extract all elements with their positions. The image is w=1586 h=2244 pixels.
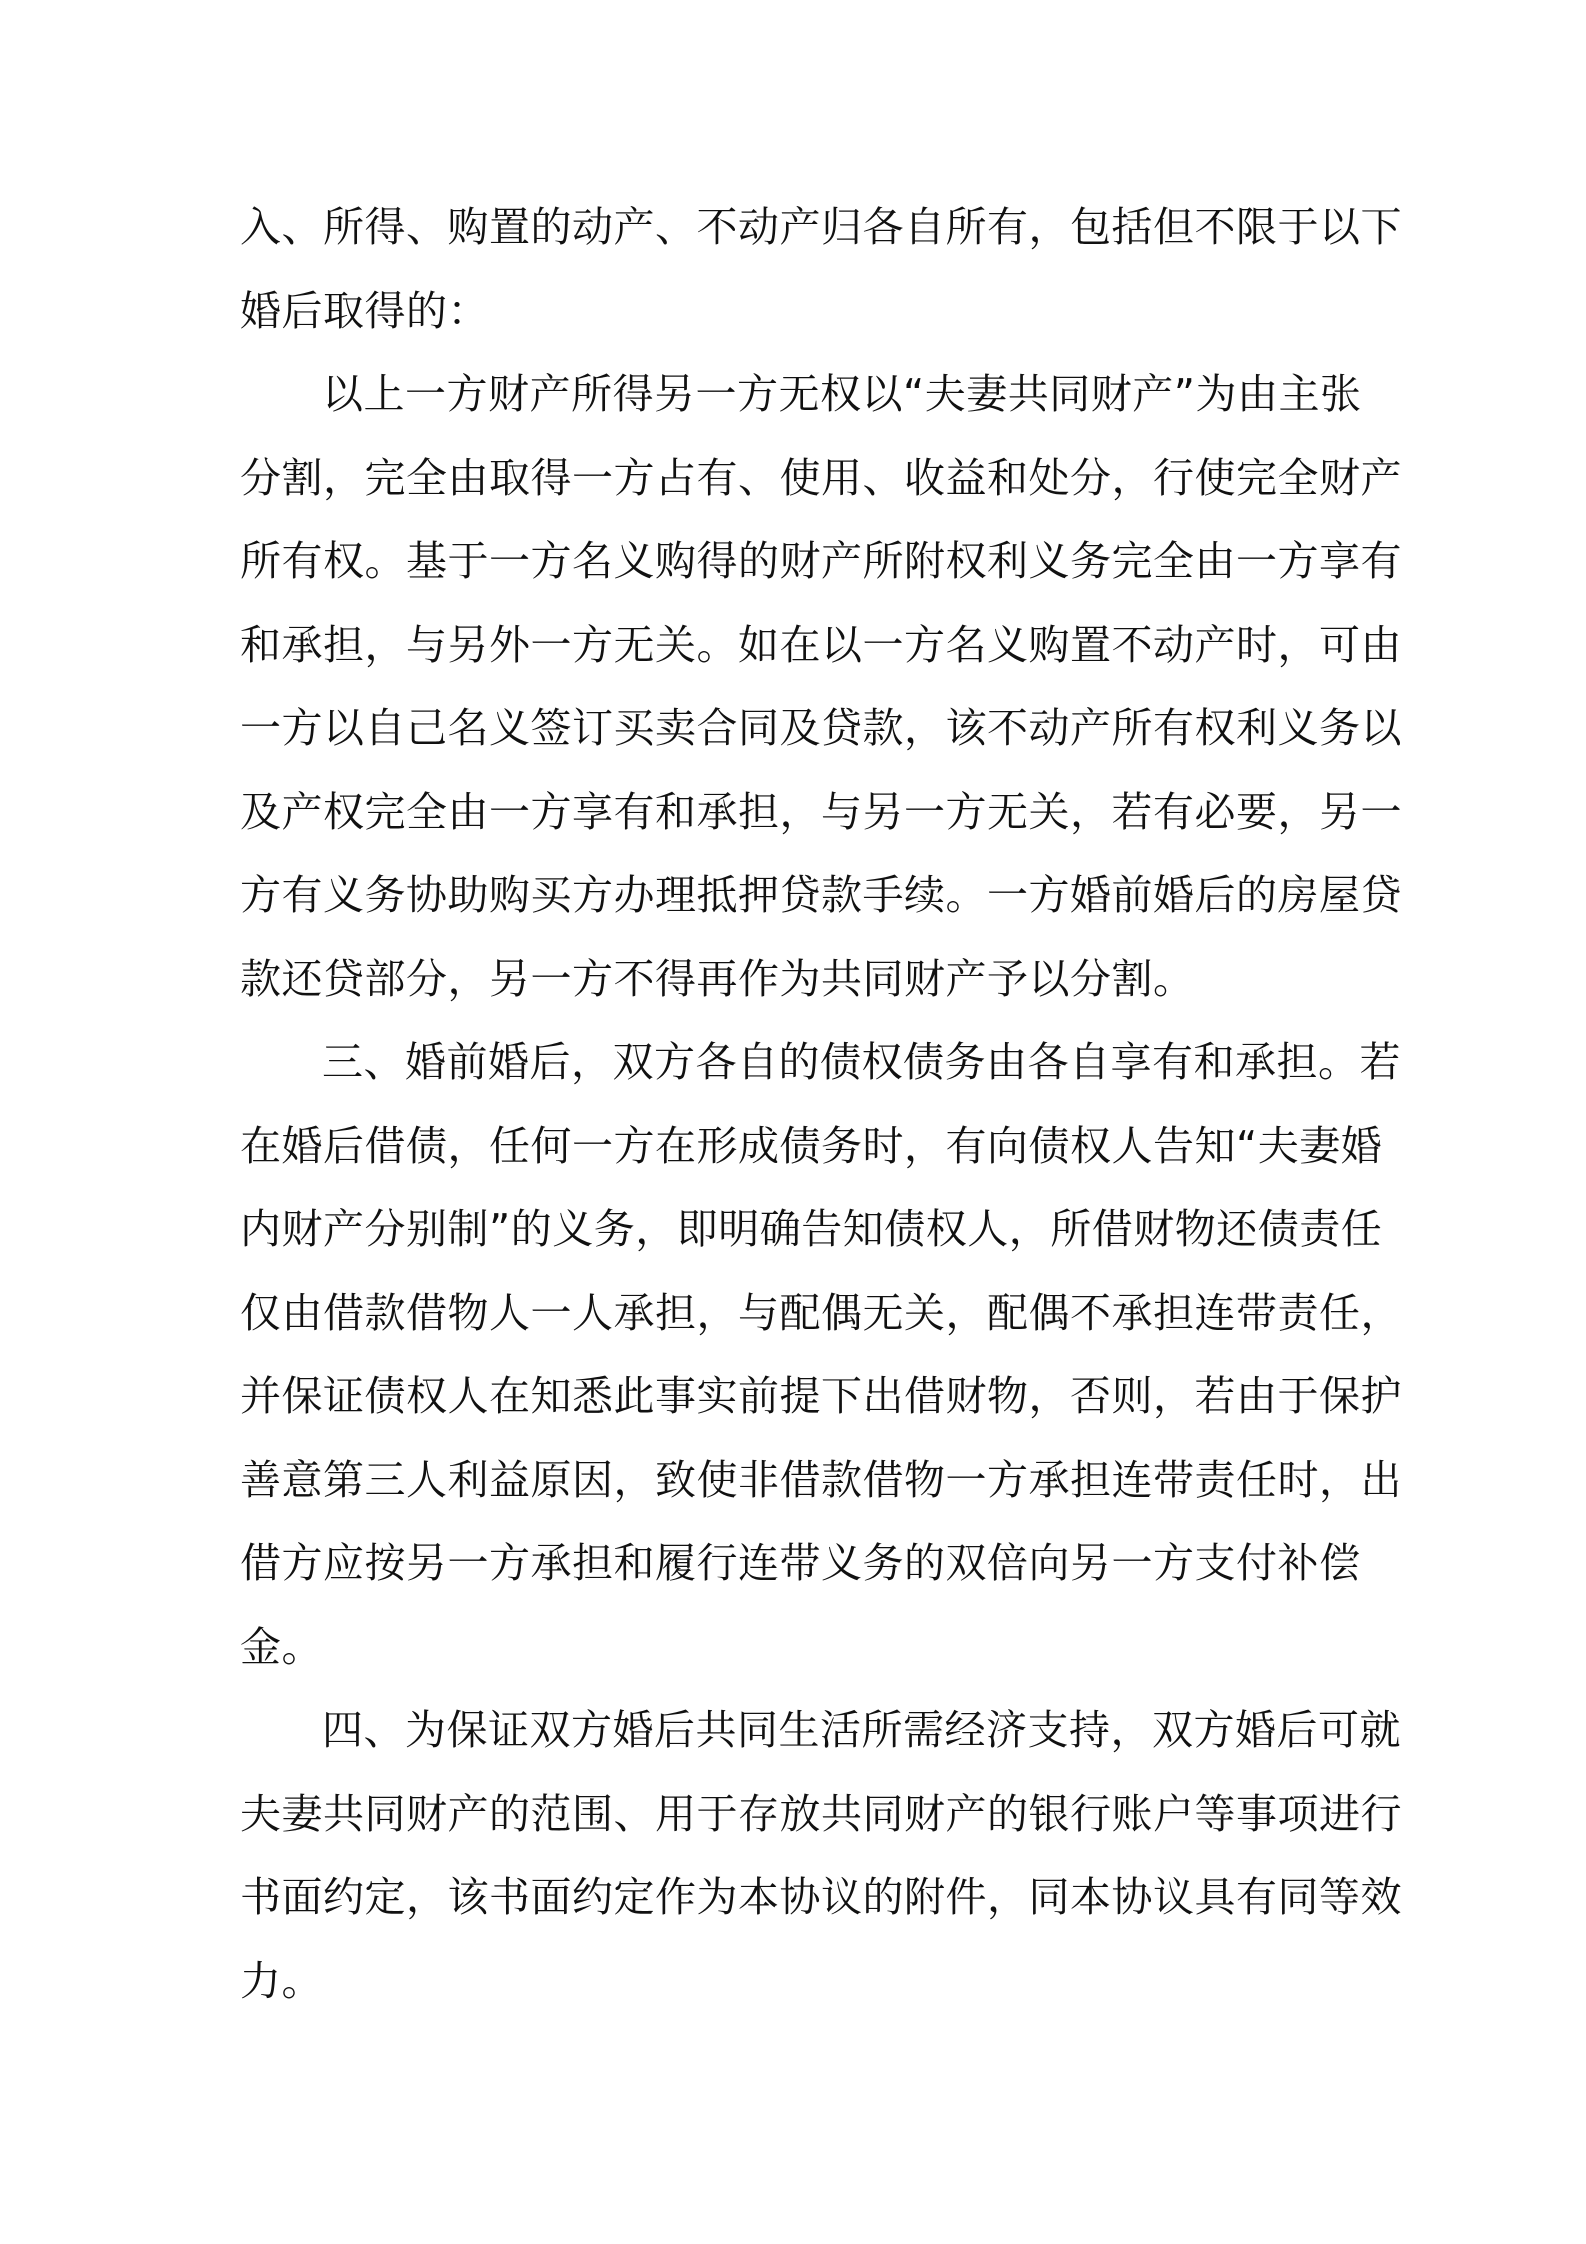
text-line: 及产权完全由一方享有和承担，与另一方无关，若有必要，另一 bbox=[240, 787, 1402, 836]
text-line: 婚后取得的： bbox=[240, 286, 489, 335]
text-line: 款还贷部分，另一方不得再作为共同财产予以分割。 bbox=[240, 954, 1195, 1003]
text-line: 入、所得、购置的动产、不动产归各自所有，包括但不限于以下 bbox=[240, 203, 1402, 251]
text-line: 内财产分别制”的义务，即明确告知债权人，所借财物还债责任 bbox=[240, 1205, 1383, 1253]
text-line: 并保证债权人在知悉此事实前提下出借财物，否则，若由于保护 bbox=[240, 1372, 1402, 1420]
text-line: 一方以自己名义签订买卖合同及贷款，该不动产所有权利义务以 bbox=[240, 704, 1402, 752]
paragraph-start-line: 四、为保证双方婚后共同生活所需经济支持，双方婚后可就 bbox=[322, 1706, 1401, 1754]
text-line: 善意第三人利益原因，致使非借款借物一方承担连带责任时，出 bbox=[240, 1455, 1402, 1504]
text-line: 方有义务协助购买方办理抵押贷款手续。一方婚前婚后的房屋贷 bbox=[240, 871, 1402, 919]
text-line: 仅由借款借物人一人承担，与配偶无关，配偶不承担连带责任， bbox=[240, 1288, 1402, 1337]
text-line: 夫妻共同财产的范围、用于存放共同财产的银行账户等事项进行 bbox=[240, 1789, 1402, 1838]
text-line: 力。 bbox=[240, 1956, 323, 2005]
paragraph-start-line: 三、婚前婚后，双方各自的债权债务由各自享有和承担。若 bbox=[322, 1038, 1401, 1086]
text-line: 所有权。基于一方名义购得的财产所附权利义务完全由一方享有 bbox=[240, 537, 1402, 585]
paragraph-start-line: 以上一方财产所得另一方无权以“夫妻共同财产”为由主张 bbox=[322, 370, 1362, 418]
text-line: 分割，完全由取得一方占有、使用、收益和处分，行使完全财产 bbox=[240, 453, 1402, 502]
text-line: 金。 bbox=[240, 1622, 323, 1671]
text-line: 书面约定，该书面约定作为本协议的附件，同本协议具有同等效 bbox=[240, 1873, 1402, 1921]
text-line: 借方应按另一方承担和履行连带义务的双倍向另一方支付补偿 bbox=[240, 1539, 1361, 1587]
agreement-text-block bbox=[240, 186, 1402, 2023]
text-line: 和承担，与另外一方无关。如在以一方名义购置不动产时，可由 bbox=[240, 620, 1402, 669]
text-line: 在婚后借债，任何一方在形成债务时，有向债权人告知“夫妻婚 bbox=[240, 1121, 1383, 1170]
